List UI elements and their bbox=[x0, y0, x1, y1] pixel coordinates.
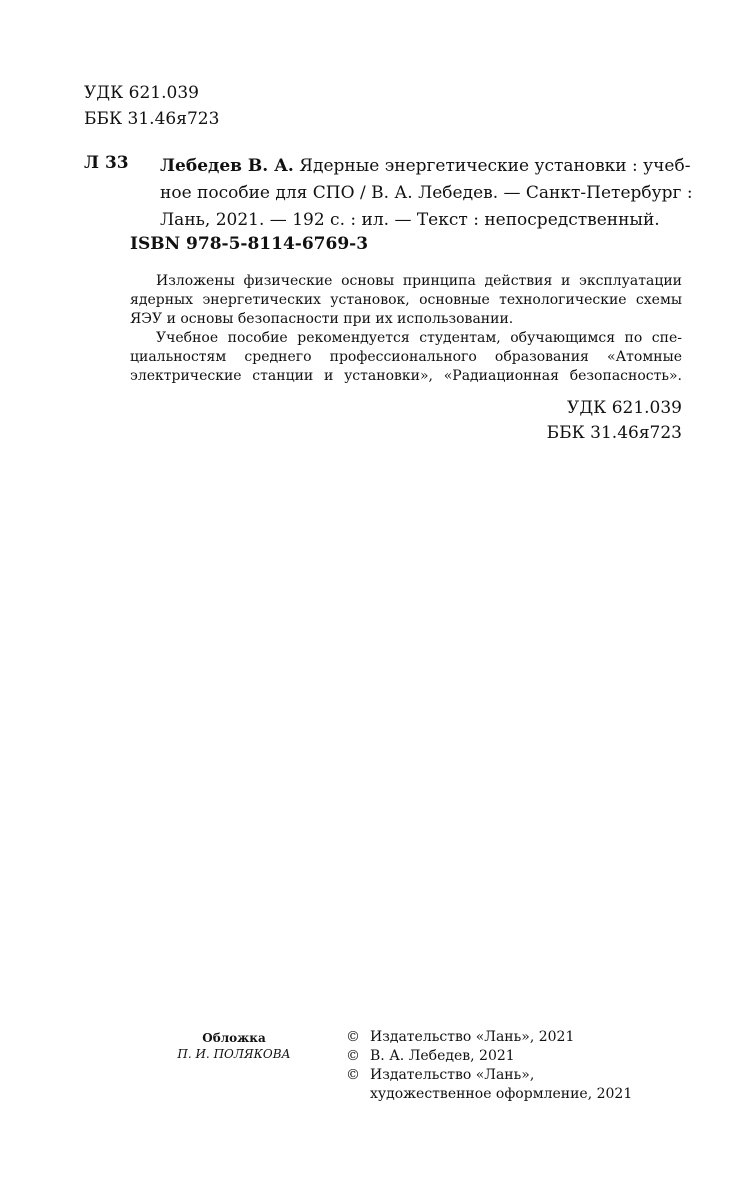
annotation-line: ядерных энергетических установок, основные технологические схемы bbox=[130, 292, 682, 308]
annotation-line: циальностям среднего профессионального образования «Атомные bbox=[130, 349, 682, 365]
entry-line-3: Лань, 2021. — 192 с. : ил. — Текст : непосредственный. bbox=[160, 210, 660, 230]
udk-code: УДК 621.039 bbox=[84, 83, 199, 103]
annotation-line: ЯЭУ и основы безопасности при их использовании. bbox=[130, 311, 514, 327]
copyright-line: художественное оформление, 2021 bbox=[370, 1086, 633, 1102]
bibliographic-entry bbox=[160, 153, 693, 234]
entry-author: Лебедев В. А. bbox=[160, 156, 294, 176]
classification-bottom bbox=[547, 396, 682, 446]
annotation bbox=[130, 272, 682, 386]
copyright-icon: © bbox=[346, 1048, 360, 1064]
bbk-code: ББК 31.46я723 bbox=[546, 423, 682, 443]
annotation-line: электрические станции и установки», «Радиационная безопасность». bbox=[130, 368, 682, 384]
udk-code: УДК 621.039 bbox=[567, 398, 682, 418]
cover-label: Обложка bbox=[202, 1031, 266, 1045]
copyright-icon: © bbox=[346, 1029, 360, 1045]
isbn: ISBN 978-5-8114-6769-3 bbox=[130, 234, 369, 254]
cover-credit bbox=[150, 1030, 318, 1062]
copyright-line: Издательство «Лань», 2021 bbox=[370, 1029, 575, 1045]
entry-title: Ядерные энергетические установки : учеб- bbox=[299, 156, 691, 176]
classification-top bbox=[84, 80, 219, 132]
copyright-line: Издательство «Лань», bbox=[370, 1067, 535, 1083]
bbk-code: ББК 31.46я723 bbox=[84, 109, 220, 129]
annotation-line: Изложены физические основы принципа действия и эксплуатации bbox=[156, 273, 682, 289]
copyright-block bbox=[346, 1028, 632, 1104]
author-sign: Л 33 bbox=[84, 153, 129, 173]
copyright-icon: © bbox=[346, 1067, 360, 1083]
annotation-line: Учебное пособие рекомендуется студентам, обучающимся по спе- bbox=[156, 330, 682, 346]
entry-line-2: ное пособие для СПО / В. А. Лебедев. — Санкт-Петербург : bbox=[160, 183, 693, 203]
copyright-line: В. А. Лебедев, 2021 bbox=[370, 1048, 515, 1064]
cover-designer: П. И. ПОЛЯКОВА bbox=[177, 1047, 291, 1061]
